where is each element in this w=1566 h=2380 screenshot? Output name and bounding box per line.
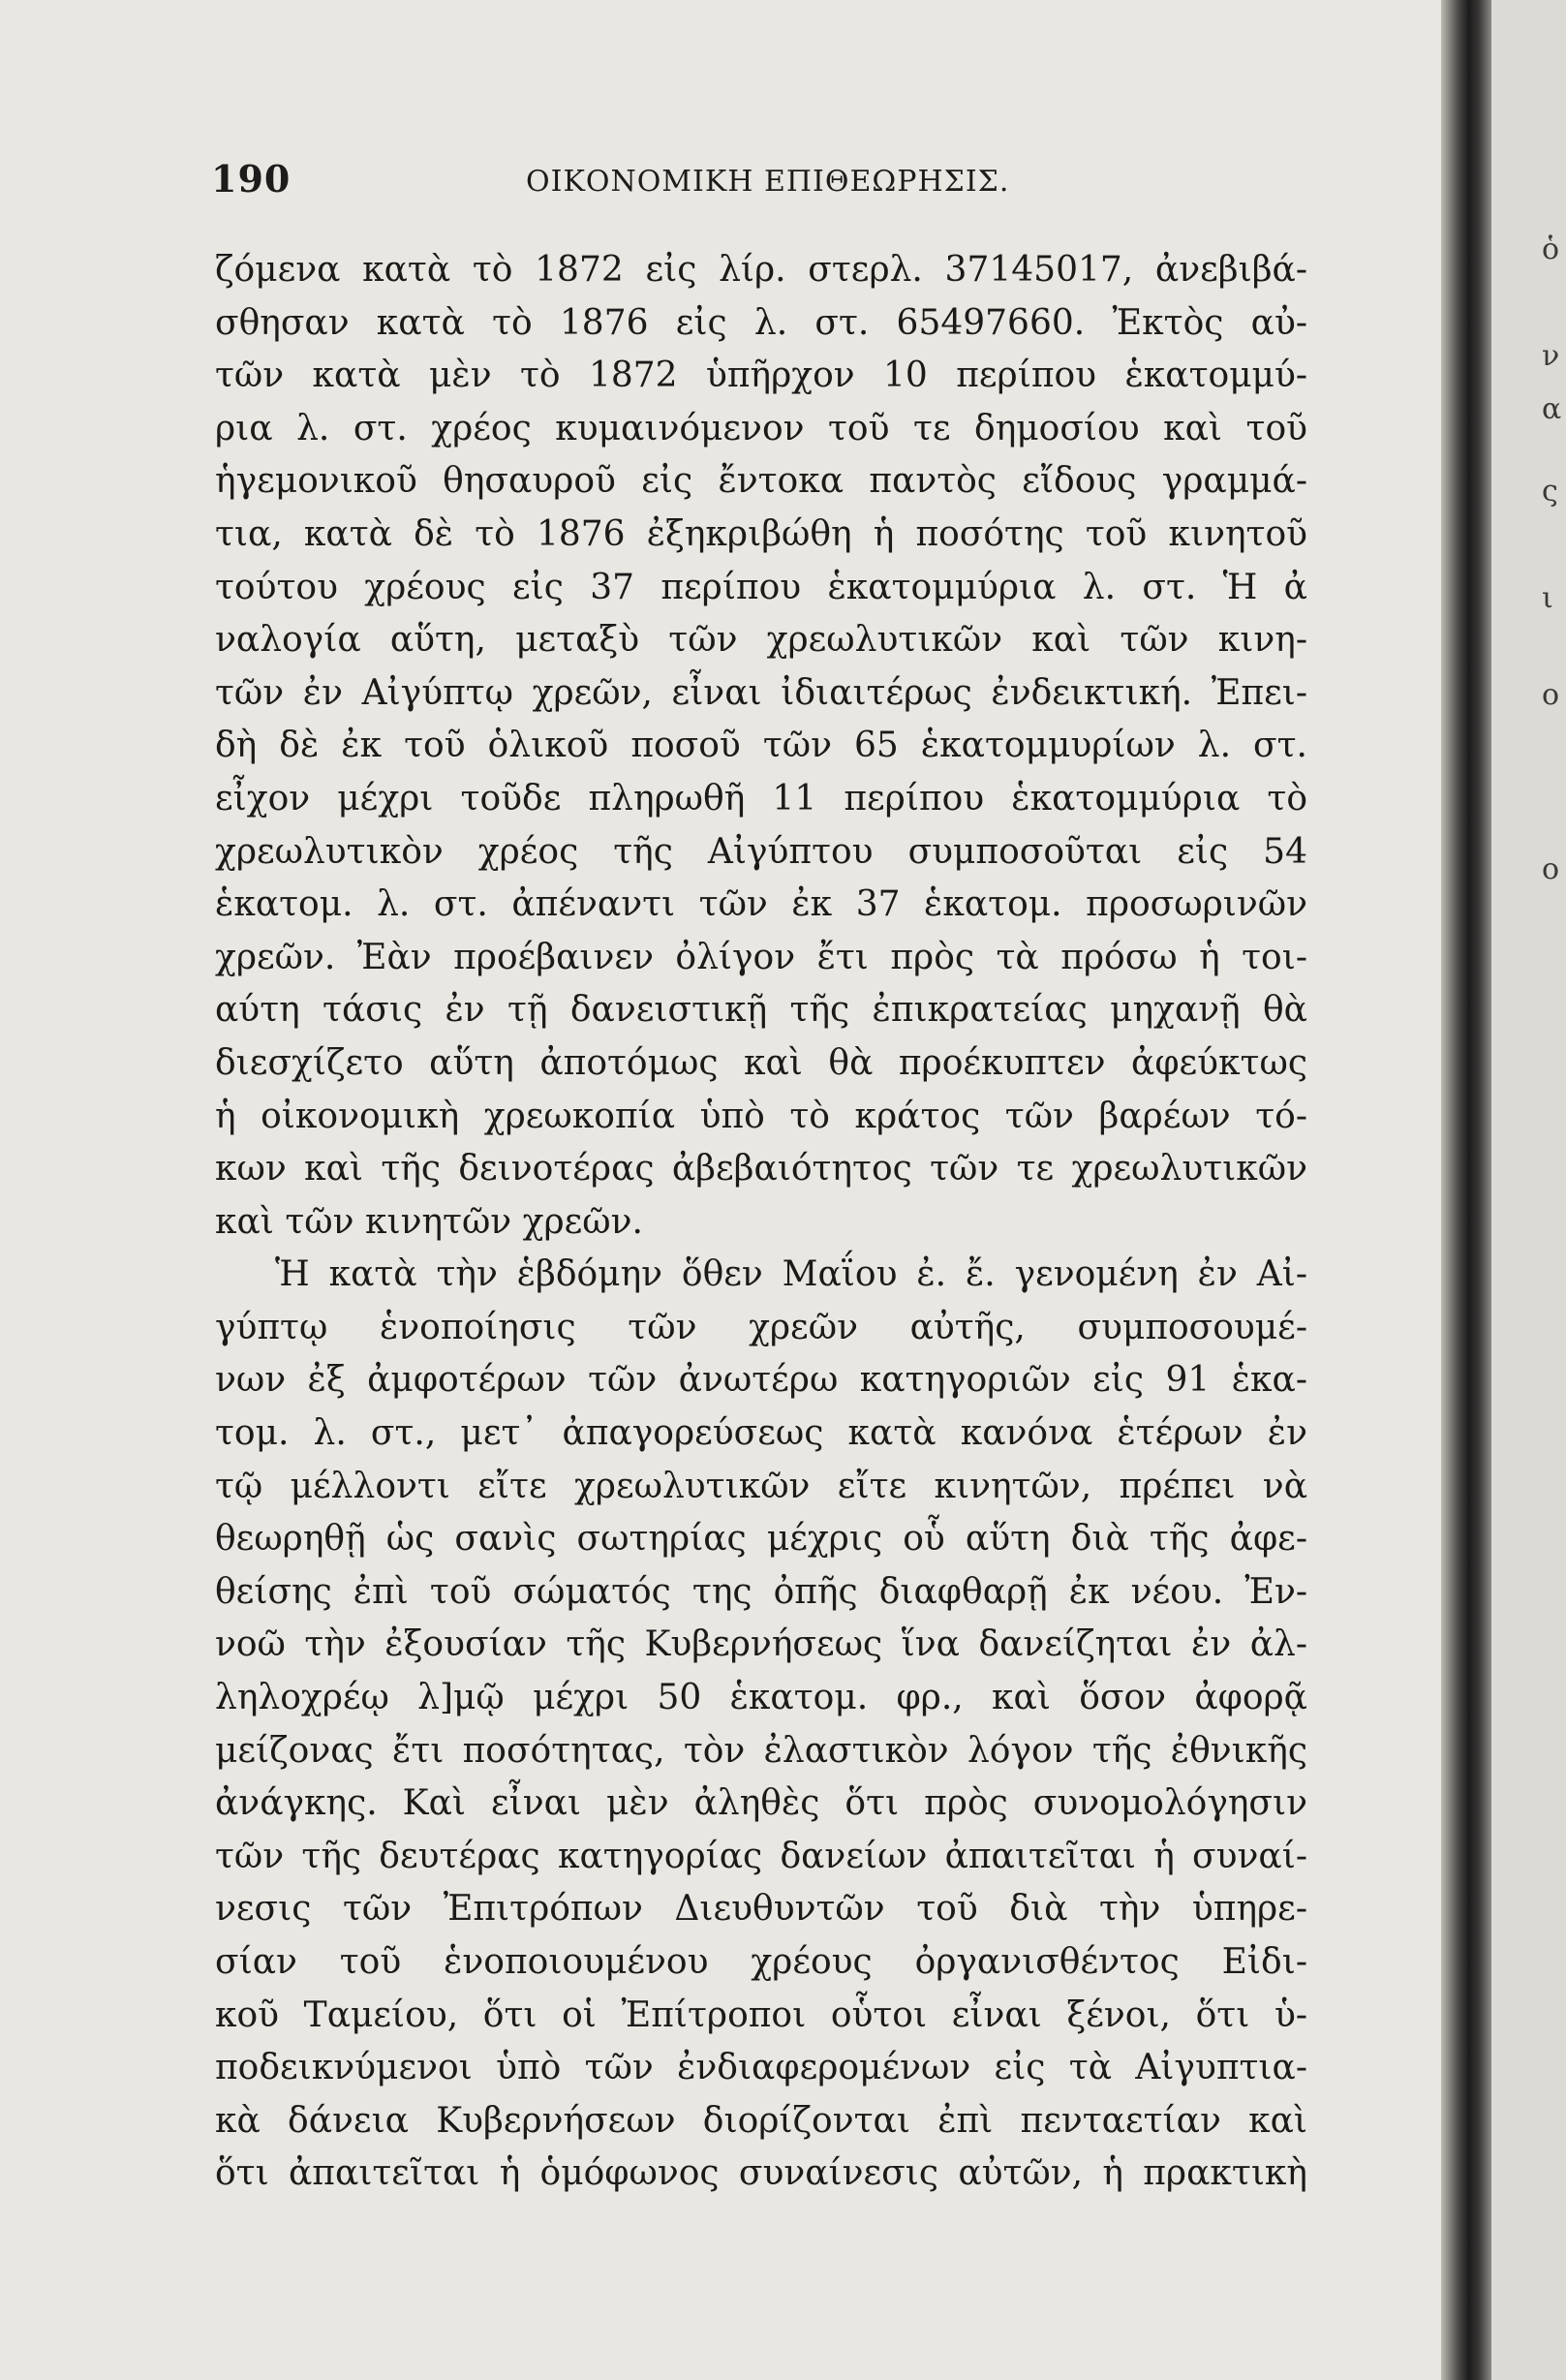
body-text bbox=[215, 244, 1307, 2201]
text-line: χρεωλυτικὸν χρέος τῆς Αἰγύπτου συμποσοῦται εἰς 54 bbox=[215, 831, 1307, 872]
page-number: 190 bbox=[211, 157, 292, 201]
page-header bbox=[211, 157, 1325, 215]
text-line: τῶν ἐν Αἰγύπτῳ χρεῶν, εἶναι ἰδιαιτέρως ἐνδεικτική. Ἐπει- bbox=[215, 672, 1307, 713]
text-line: νεσις τῶν Ἐπιτρόπων Διευθυντῶν τοῦ διὰ τὴν ὑπηρε- bbox=[215, 1889, 1307, 1930]
facing-page-glyph: ο bbox=[1542, 678, 1560, 712]
text-line: σθησαν κατὰ τὸ 1876 εἰς λ. στ. 65497660. Ἐκτὸς αὐ- bbox=[215, 302, 1307, 343]
text-line: δὴ δὲ ἐκ τοῦ ὁλικοῦ ποσοῦ τῶν 65 ἑκατομμυρίων λ. στ. bbox=[215, 726, 1307, 766]
text-line: θείσης ἐπὶ τοῦ σώματός της ὀπῆς διαφθαρῇ ἐκ νέου. Ἐν- bbox=[215, 1571, 1307, 1612]
text-line: χρεῶν. Ἐὰν προέβαινεν ὀλίγον ἔτι πρὸς τὰ πρόσω ἡ τοι- bbox=[215, 937, 1307, 977]
text-line: τια, κατὰ δὲ τὸ 1876 ἐξηκριβώθη ἡ ποσότης τοῦ κινητοῦ bbox=[215, 513, 1307, 554]
facing-page-glyph: ν bbox=[1542, 339, 1560, 373]
text-line: καὶ τῶν κινητῶν χρεῶν. bbox=[215, 1201, 643, 1242]
text-line: κων καὶ τῆς δεινοτέρας ἀβεβαιότητος τῶν τε χρεωλυτικῶν bbox=[215, 1149, 1307, 1190]
text-line: αύτη τάσις ἐν τῇ δανειστικῇ τῆς ἐπικρατείας μηχανῇ θὰ bbox=[215, 990, 1307, 1031]
text-line: ποδεικνύμενοι ὑπὸ τῶν ἐνδιαφερομένων εἰς τὰ Αἰγυπτια- bbox=[215, 2048, 1307, 2088]
facing-page-glyph: ι bbox=[1542, 581, 1553, 615]
text-line: θεωρηθῇ ὡς σανὶς σωτηρίας μέχρις οὗ αὕτη διὰ τῆς ἀφε- bbox=[215, 1519, 1307, 1560]
text-line: Ἡ κατὰ τὴν ἑβδόμην ὅθεν Μαΐου ἐ. ἔ. γενομένη ἐν Αἰ- bbox=[275, 1254, 1307, 1295]
text-line: ἡ οἰκονομικὴ χρεωκοπία ὑπὸ τὸ κράτος τῶν βαρέων τό- bbox=[215, 1096, 1307, 1136]
text-line: τῷ μέλλοντι εἴτε χρεωλυτικῶν εἴτε κινητῶν, πρέπει νὰ bbox=[215, 1466, 1307, 1506]
text-line: νοῶ τὴν ἐξουσίαν τῆς Κυβερνήσεως ἵνα δανείζηται ἐν ἀλ- bbox=[215, 1624, 1307, 1665]
text-line: γύπτῳ ἑνοποίησις τῶν χρεῶν αὐτῆς, συμποσουμέ- bbox=[215, 1307, 1307, 1347]
text-line: ἀνάγκης. Καὶ εἶναι μὲν ἀληθὲς ὅτι πρὸς συνομολόγησιν bbox=[215, 1783, 1307, 1824]
text-line: τομ. λ. στ., μετ᾽ ἀπαγορεύσεως κατὰ κανόνα ἑτέρων ἐν bbox=[215, 1413, 1307, 1454]
facing-page-glyph: ὁ bbox=[1542, 232, 1560, 266]
facing-page-glyph: ο bbox=[1542, 852, 1560, 886]
facing-page-glyph: ς bbox=[1542, 475, 1558, 509]
text-line: ναλογία αὕτη, μεταξὺ τῶν χρεωλυτικῶν καὶ τῶν κινη- bbox=[215, 620, 1307, 661]
text-line: τῶν τῆς δευτέρας κατηγορίας δανείων ἀπαιτεῖται ἡ συναί- bbox=[215, 1836, 1307, 1876]
text-line: ζόμενα κατὰ τὸ 1872 εἰς λίρ. στερλ. 37145017, ἀνεβιβά- bbox=[215, 250, 1307, 290]
text-line: κοῦ Ταμείου, ὅτι οἱ Ἐπίτροποι οὗτοι εἶναι ξένοι, ὅτι ὑ- bbox=[215, 1994, 1307, 2035]
text-line: ἡγεμονικοῦ θησαυροῦ εἰς ἔντοκα παντὸς εἴδους γραμμά- bbox=[215, 461, 1307, 502]
text-line: εἶχον μέχρι τοῦδε πληρωθῆ 11 περίπου ἑκατομμύρια τὸ bbox=[215, 778, 1307, 819]
text-line: μείζονας ἔτι ποσότητας, τὸν ἐλαστικὸν λόγον τῆς ἐθνικῆς bbox=[215, 1730, 1307, 1771]
text-line: ληλοχρέῳ λ]μῷ μέχρι 50 ἑκατομ. φρ., καὶ ὅσον ἀφορᾷ bbox=[215, 1678, 1307, 1718]
text-line: τῶν κατὰ μὲν τὸ 1872 ὑπῆρχον 10 περίπου ἑκατομμύ- bbox=[215, 355, 1307, 396]
text-line: ἑκατομ. λ. στ. ἀπέναντι τῶν ἐκ 37 ἑκατομ. προσωρινῶν bbox=[215, 884, 1307, 925]
next-page-edge bbox=[1491, 0, 1566, 2380]
text-line: νων ἐξ ἀμφοτέρων τῶν ἀνωτέρω κατηγοριῶν εἰς 91 ἑκα- bbox=[215, 1360, 1307, 1401]
facing-page-glyph: α bbox=[1542, 392, 1562, 426]
text-line: σίαν τοῦ ἑνοποιουμένου χρέους ὀργανισθέντος Εἰδι- bbox=[215, 1942, 1307, 1982]
book-gutter bbox=[1441, 0, 1491, 2380]
text-line: ρια λ. στ. χρέος κυμαινόμενον τοῦ τε δημοσίου καὶ τοῦ bbox=[215, 408, 1307, 448]
text-line: κὰ δάνεια Κυβερνήσεων διορίζονται ἐπὶ πενταετίαν καὶ bbox=[215, 2100, 1307, 2141]
text-line: τούτου χρέους εἰς 37 περίπου ἑκατομμύρια λ. στ. Ἡ ἀ bbox=[215, 567, 1307, 607]
text-line: ὅτι ἀπαιτεῖται ἡ ὁμόφωνος συναίνεσις αὐτῶν, ἡ πρακτικὴ bbox=[215, 2153, 1307, 2194]
text-line: διεσχίζετο αὕτη ἀποτόμως καὶ θὰ προέκυπτεν ἀφεύκτως bbox=[215, 1042, 1307, 1083]
running-head: ΟΙΚΟΝΟΜΙΚΗ ΕΠΙΘΕΩΡΗΣΙΣ. bbox=[526, 165, 1010, 199]
